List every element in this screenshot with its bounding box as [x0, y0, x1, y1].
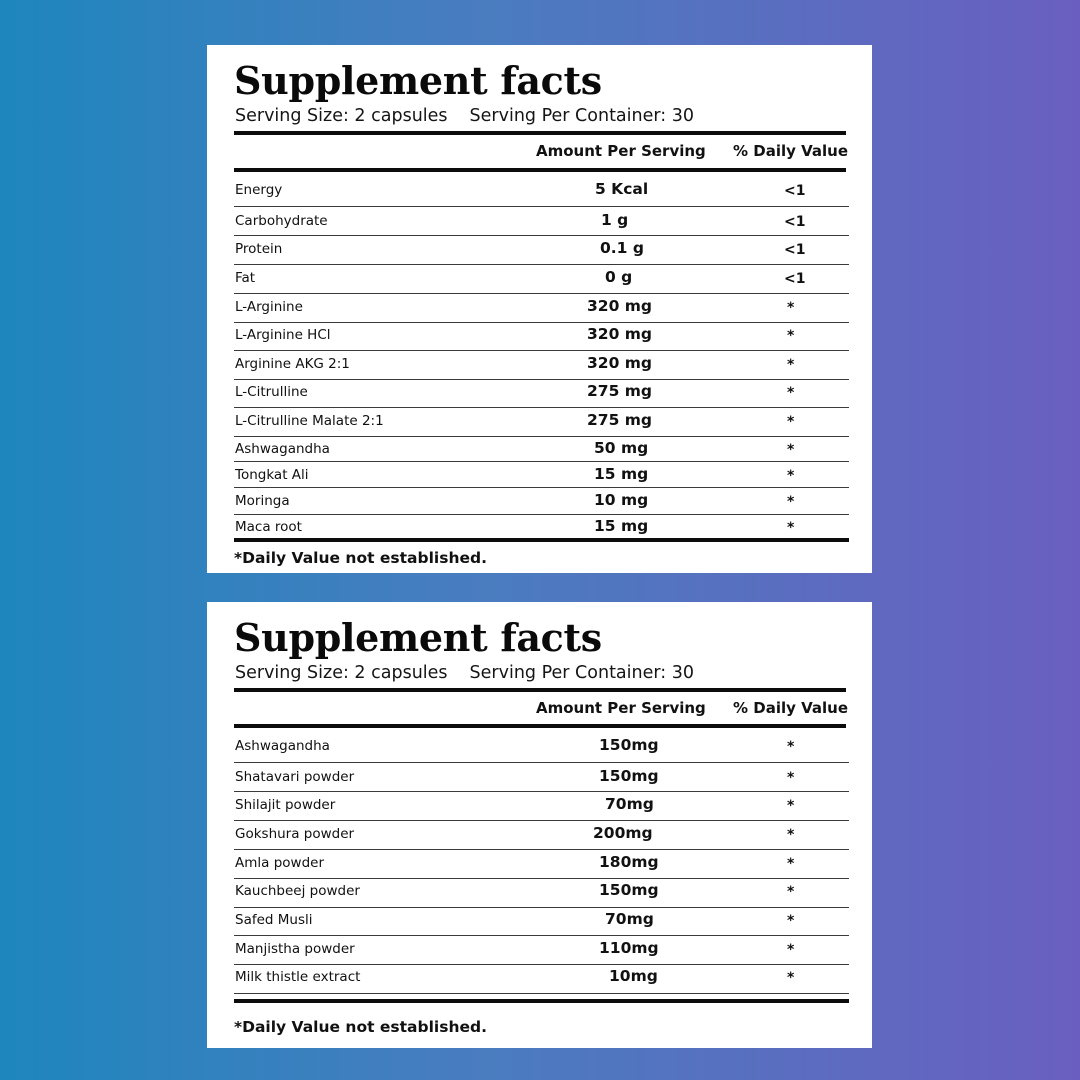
divider-thick	[234, 999, 849, 1003]
nutrient-amount: 200mg	[593, 824, 653, 842]
nutrient-daily-value: *	[787, 328, 795, 344]
nutrient-amount: 15 mg	[594, 517, 649, 535]
divider-thin	[234, 820, 849, 821]
divider-thin	[234, 849, 849, 850]
servings-per-container: Serving Per Container: 30	[469, 106, 694, 126]
divider-thick	[234, 724, 846, 728]
nutrient-daily-value: *	[787, 520, 795, 536]
nutrient-name: Kauchbeej powder	[235, 883, 360, 899]
panel-title: Supplement facts	[234, 58, 602, 103]
nutrient-daily-value: *	[787, 770, 795, 786]
divider-thin	[234, 878, 849, 879]
nutrient-name: Safed Musli	[235, 912, 313, 928]
nutrient-amount: 150mg	[599, 767, 659, 785]
nutrient-daily-value: *	[787, 468, 795, 484]
nutrient-daily-value: <1	[784, 214, 806, 230]
nutrient-amount: 1 g	[601, 211, 629, 229]
divider-thin	[234, 487, 849, 488]
nutrient-daily-value: *	[787, 798, 795, 814]
divider-thin	[234, 206, 849, 207]
divider-thin	[234, 235, 849, 236]
nutrient-daily-value: *	[787, 884, 795, 900]
nutrient-daily-value: *	[787, 942, 795, 958]
divider-thick	[234, 688, 846, 692]
footnote: *Daily Value not established.	[234, 1018, 487, 1036]
nutrient-amount: 275 mg	[587, 411, 652, 429]
nutrient-name: Moringa	[235, 493, 290, 509]
nutrient-amount: 70mg	[605, 910, 654, 928]
nutrient-daily-value: *	[787, 827, 795, 843]
nutrient-daily-value: <1	[784, 183, 806, 199]
divider-thin	[234, 322, 849, 323]
column-header-amount: Amount Per Serving	[536, 142, 706, 160]
nutrient-daily-value: <1	[784, 242, 806, 258]
nutrient-amount: 320 mg	[587, 297, 652, 315]
divider-thin	[234, 350, 849, 351]
nutrient-daily-value: *	[787, 385, 795, 401]
nutrient-name: Milk thistle extract	[235, 969, 361, 985]
divider-thin	[234, 436, 849, 437]
nutrient-name: Amla powder	[235, 855, 324, 871]
serving-size: Serving Size: 2 capsules	[235, 663, 448, 683]
divider-thin	[234, 407, 849, 408]
nutrient-daily-value: *	[787, 300, 795, 316]
nutrient-name: Ashwagandha	[235, 738, 330, 754]
nutrient-daily-value: *	[787, 970, 795, 986]
supplement-facts-panel-1	[207, 45, 872, 573]
column-header-amount: Amount Per Serving	[536, 699, 706, 717]
nutrient-daily-value: *	[787, 856, 795, 872]
nutrient-daily-value: *	[787, 494, 795, 510]
nutrient-name: Arginine AKG 2:1	[235, 356, 350, 372]
nutrient-amount: 320 mg	[587, 325, 652, 343]
nutrient-daily-value: *	[787, 357, 795, 373]
divider-thin	[234, 264, 849, 265]
nutrient-name: L-Citrulline	[235, 384, 308, 400]
nutrient-amount: 10 mg	[594, 491, 649, 509]
nutrient-amount: 110mg	[599, 939, 659, 957]
serving-info	[235, 105, 694, 127]
column-header-daily-value: % Daily Value	[733, 142, 849, 160]
divider-thin	[234, 379, 849, 380]
serving-size: Serving Size: 2 capsules	[235, 106, 448, 126]
nutrient-name: Ashwagandha	[235, 441, 330, 457]
supplement-facts-panel-2	[207, 602, 872, 1048]
nutrient-amount: 10mg	[609, 967, 658, 985]
nutrient-daily-value: *	[787, 442, 795, 458]
divider-thin	[234, 993, 849, 994]
nutrient-name: Carbohydrate	[235, 213, 328, 229]
nutrient-amount: 5 Kcal	[595, 180, 649, 198]
divider-thin	[234, 907, 849, 908]
nutrient-amount: 150mg	[599, 881, 659, 899]
nutrient-amount: 320 mg	[587, 354, 652, 372]
divider-thick	[234, 168, 846, 172]
panel-title: Supplement facts	[234, 615, 602, 660]
nutrient-daily-value: *	[787, 414, 795, 430]
nutrient-name: Gokshura powder	[235, 826, 355, 842]
nutrient-amount: 50 mg	[594, 439, 649, 457]
nutrient-amount: 0.1 g	[600, 239, 644, 257]
nutrient-name: Manjistha powder	[235, 941, 355, 957]
nutrient-name: L-Citrulline Malate 2:1	[235, 413, 384, 429]
divider-thin	[234, 935, 849, 936]
nutrient-amount: 15 mg	[594, 465, 649, 483]
divider-thin	[234, 461, 849, 462]
divider-thin	[234, 762, 849, 763]
divider-thin	[234, 964, 849, 965]
footnote: *Daily Value not established.	[234, 549, 487, 567]
nutrient-amount: 0 g	[605, 268, 633, 286]
column-header-daily-value: % Daily Value	[733, 699, 849, 717]
nutrient-amount: 180mg	[599, 853, 659, 871]
nutrient-amount: 275 mg	[587, 382, 652, 400]
nutrient-name: Energy	[235, 182, 283, 198]
divider-thick	[234, 131, 846, 135]
nutrient-amount: 150mg	[599, 736, 659, 754]
nutrient-name: Protein	[235, 241, 283, 257]
nutrient-daily-value: <1	[784, 271, 806, 287]
nutrient-name: Shilajit powder	[235, 797, 336, 813]
nutrient-name: L-Arginine HCl	[235, 327, 331, 343]
nutrient-name: Shatavari powder	[235, 769, 355, 785]
nutrient-name: Maca root	[235, 519, 302, 535]
divider-thin	[234, 514, 849, 515]
nutrient-name: Fat	[235, 270, 256, 286]
nutrient-name: Tongkat Ali	[235, 467, 309, 483]
nutrient-daily-value: *	[787, 739, 795, 755]
servings-per-container: Serving Per Container: 30	[469, 663, 694, 683]
serving-info	[235, 662, 694, 684]
nutrient-amount: 70mg	[605, 795, 654, 813]
divider-thin	[234, 791, 849, 792]
divider-thick	[234, 538, 849, 542]
divider-thin	[234, 293, 849, 294]
nutrient-daily-value: *	[787, 913, 795, 929]
nutrient-name: L-Arginine	[235, 299, 303, 315]
